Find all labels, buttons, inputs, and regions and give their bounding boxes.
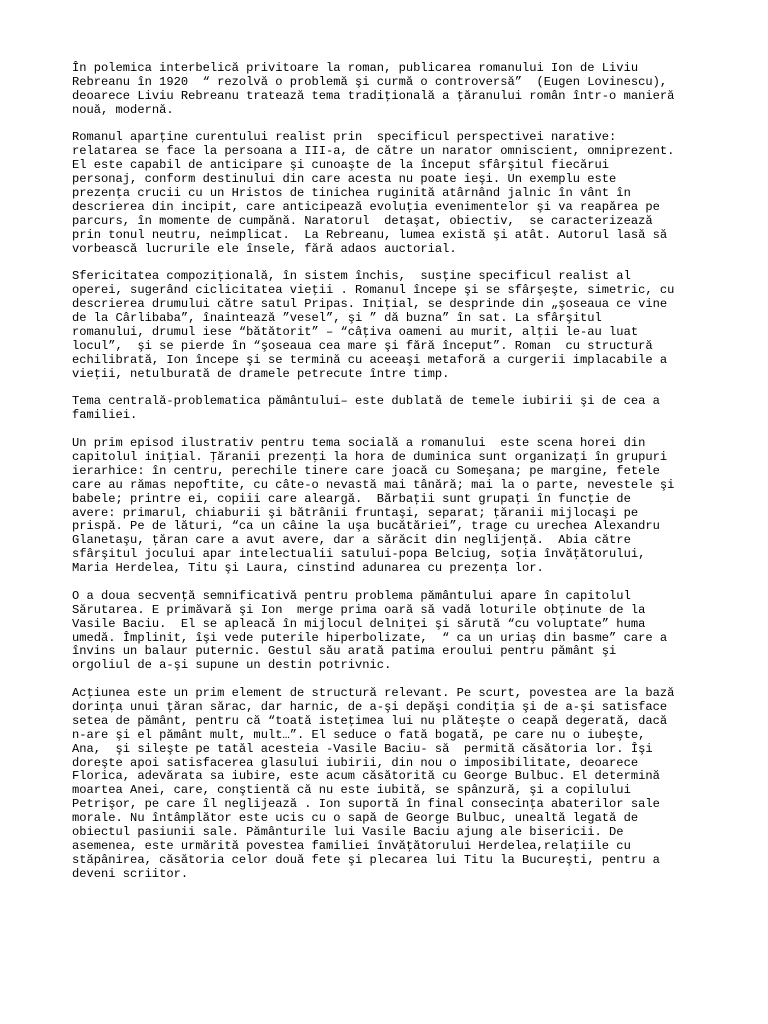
- text-line: Romanul aparţine curentului realist prin specificul perspectivei narative:: [72, 130, 617, 145]
- text-line: dorinţa unui ţăran sărac, dar harnic, de a-şi depăşi condiţia şi de a-şi satisface: [72, 699, 668, 714]
- text-line: stăpânirea, căsătoria celor două fete şi plecarea lui Titu la Bucureşti, pentru a: [72, 852, 660, 867]
- text-line: operei, sugerând ciclicitatea vieţii . Romanul începe şi se sfârşeşte, simetric, cu: [72, 283, 675, 298]
- text-line: asemenea, este urmărită povestea familiei învăţătorului Herdelea,relaţiile cu: [72, 838, 631, 853]
- text-line: Acţiunea este un prim element de structură relevant. Pe scurt, povestea are la bază: [72, 686, 675, 701]
- text-line: Glanetaşu, ţăran care a avut avere, dar a sărăcit din neglijenţă. Abia către: [72, 533, 631, 548]
- text-line: obiectul pasiunii sale. Pământurile lui Vasile Baciu ajung ale bisericii. De: [72, 824, 624, 839]
- text-line: deveni scriitor.: [72, 866, 189, 881]
- text-line: Florica, adevărata sa iubire, este acum căsătorită cu George Bulbuc. El determină: [72, 769, 660, 784]
- text-line: locul”, şi se pierde în “şoseaua cea mare şi fără început”. Roman cu structură: [72, 338, 653, 353]
- text-line: vieţii, netulburată de dramele petrecute între timp.: [72, 366, 450, 381]
- text-line: Sărutarea. E primăvară şi Ion merge prima oară să vadă loturile obţinute de la: [72, 602, 646, 617]
- document-page: [72, 62, 712, 895]
- text-line: Ana, şi sileşte pe tatăl acesteia -Vasile Baciu- să permită căsătoria lor. Îşi: [72, 741, 653, 756]
- paragraph-theme: [72, 395, 712, 423]
- text-line: sfârşitul jocului apar intelectualii satului-popa Belciug, soţia învăţătorului,: [72, 547, 646, 562]
- text-line: familiei.: [72, 408, 138, 423]
- text-line: babele; printre ei, copiii care aleargă. Bărbaţii sunt grupaţi în funcţie de: [72, 491, 631, 506]
- text-line: prezenţa crucii cu un Hristos de tinichea ruginită atârnând jalnic în vânt în: [72, 186, 631, 201]
- text-line: deoarece Liviu Rebreanu tratează tema tradiţională a ţăranului român într-o manieră: [72, 88, 675, 103]
- text-line: Rebreanu în 1920 “ rezolvă o problemă şi curmă o controversă” (Eugen Lovinescu),: [72, 74, 668, 89]
- text-line: umedă. Împlinit, îşi vede puterile hiperbolizate, “ ca un uriaş din basme” care a: [72, 630, 668, 645]
- text-line: echilibrată, Ion începe şi se termină cu aceeaşi metaforă a curgerii implacabile a: [72, 352, 668, 367]
- text-line: ierarhice: în centru, perechile tinere care joacă cu Someşana; pe margine, fetele: [72, 463, 660, 478]
- text-line: prin tonul neutru, neimplicat. La Rebreanu, lumea există şi atât. Autorul lasă să: [72, 227, 668, 242]
- text-line: moartea Anei, care, conştientă că nu este iubită, se spânzură, şi a copilului: [72, 783, 631, 798]
- paragraph-sarutarea-episode: [72, 590, 712, 673]
- text-line: orgoliul de a-şi supune un destin potrivnic.: [72, 658, 392, 673]
- text-line: doreşte apoi satisfacerea glasului iubirii, din nou o imposibilitate, deoarece: [72, 755, 639, 770]
- text-line: În polemica interbelică privitoare la roman, publicarea romanului Ion de Liviu: [72, 61, 639, 75]
- paragraph-intro: [72, 62, 712, 118]
- text-line: de la Cârlibaba”, înaintează ”vesel”, şi ” dă buzna” în sat. La sfârşitul: [72, 311, 602, 326]
- paragraph-composition: [72, 270, 712, 381]
- text-line: capitolul iniţial. Ţăranii prezenţi la hora de duminica sunt organizaţi în grupuri: [72, 449, 668, 464]
- text-line: descrierea drumului către satul Pripas. Iniţial, se desprinde din „şoseaua ce vine: [72, 297, 668, 312]
- text-line: Vasile Baciu. El se apleacă în mijlocul delniţei şi sărută “cu voluptate” huma: [72, 616, 646, 631]
- text-line: Un prim episod ilustrativ pentru tema socială a romanului este scena horei din: [72, 436, 646, 451]
- text-line: O a doua secvenţă semnificativă pentru problema pământului apare în capitolul: [72, 588, 631, 603]
- text-line: Petrişor, pe care îl neglijează . Ion suportă în final consecinţa abaterilor sale: [72, 797, 660, 812]
- text-line: parcurs, în momente de cumpănă. Naratorul detaşat, obiectiv, se caracterizează: [72, 213, 653, 228]
- text-line: vorbească lucrurile ele însele, fără adaos auctorial.: [72, 241, 457, 256]
- text-line: morale. Nu întâmplător este ucis cu o sapă de George Bulbuc, unealtă legată de: [72, 811, 639, 826]
- paragraph-hora-episode: [72, 437, 712, 576]
- text-line: personaj, conform destinului din care acesta nu poate ieşi. Un exemplu este: [72, 172, 617, 187]
- text-line: care au rămas nepoftite, cu câte-o nevastă mai tânără; mai la o parte, nevestele şi: [72, 477, 675, 492]
- paragraph-realism: [72, 131, 712, 256]
- text-line: setea de pământ, pentru că “toată isteţimea lui nu plăteşte o ceapă degerată, dacă: [72, 713, 668, 728]
- text-line: Maria Herdelea, Titu şi Laura, cinstind adunarea cu prezenţa lor.: [72, 561, 544, 576]
- paragraph-action: [72, 687, 712, 881]
- text-line: El este capabil de anticipare şi cunoaşte de la început sfârşitul fiecărui: [72, 158, 610, 173]
- text-line: Sfericitatea compoziţională, în sistem închis, susţine specificul realist al: [72, 269, 631, 284]
- text-line: romanului, drumul iese “bătătorit” – “câţiva oameni au murit, alţii le-au luat: [72, 324, 639, 339]
- text-line: prispă. Pe de lături, “ca un câine la uşa bucătăriei”, trage cu urechea Alexandru: [72, 519, 660, 534]
- text-line: Tema centrală-problematica pământului– este dublată de temele iubirii şi de cea a: [72, 394, 660, 409]
- text-line: nouă, modernă.: [72, 102, 174, 117]
- text-line: relatarea se face la persoana a III-a, de către un narator omniscient, omniprezent.: [72, 144, 675, 159]
- text-line: învins un balaur puternic. Gestul său arată patima eroului pentru pământ şi: [72, 644, 617, 659]
- text-line: descrierea din incipit, care anticipează evoluţia evenimentelor şi va reapărea pe: [72, 199, 660, 214]
- text-line: avere: primarul, chiaburii şi bătrânii fruntaşi, separat; ţăranii mijlocaşi pe: [72, 505, 639, 520]
- text-line: n-are şi el pământ mult, mult…”. El seduce o fată bogată, pe care nu o iubeşte,: [72, 727, 646, 742]
